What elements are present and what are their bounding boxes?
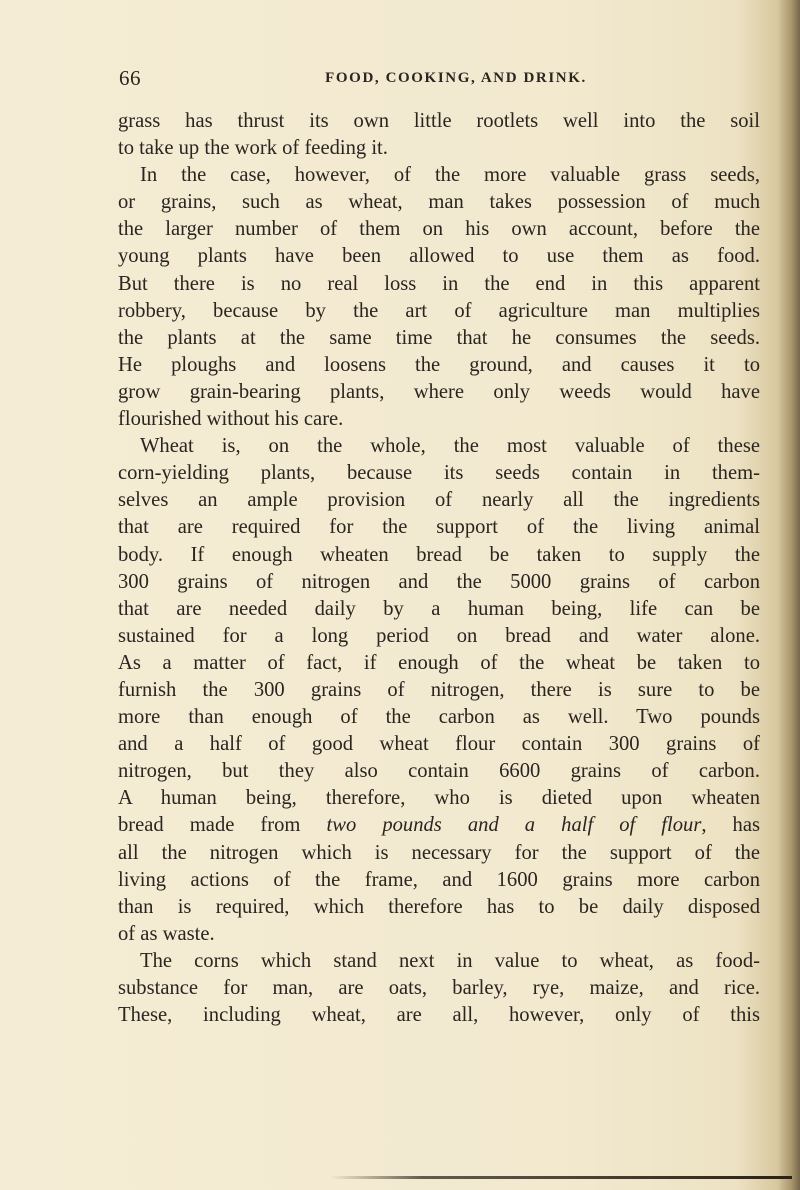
text-line: that are required for the support of the living animal	[118, 516, 760, 539]
text-line: body. If enough wheaten bread be taken to supply the	[118, 543, 760, 566]
page-header	[119, 66, 759, 94]
text-line-mixed	[118, 812, 760, 839]
text-line: 300 grains of nitrogen and the 5000 grains of carbon	[118, 570, 760, 593]
text-run: bread made from	[118, 814, 327, 837]
text-line: to take up the work of feeding it.	[118, 137, 388, 160]
text-line: He ploughs and loosens the ground, and causes it to	[118, 353, 760, 376]
text-line: of as waste.	[118, 922, 215, 945]
page-edge-shadow	[778, 0, 800, 1190]
text-line: young plants have been allowed to use them as food.	[118, 245, 760, 268]
text-line: As a matter of fact, if enough of the wheat be taken to	[118, 651, 760, 674]
paragraph	[118, 162, 760, 433]
text-line: The corns which stand next in value to wheat, as food-	[140, 949, 760, 972]
text-line: the larger number of them on his own account, before the	[118, 218, 760, 241]
paragraph	[118, 433, 760, 948]
text-run: , has	[701, 814, 761, 837]
italic-phrase: two pounds and a half of flour	[326, 814, 702, 837]
bottom-edge-rule	[330, 1176, 792, 1179]
paragraph-continuation	[118, 108, 760, 162]
text-line: A human being, therefore, who is dieted upon wheaten	[118, 787, 760, 810]
text-line: In the case, however, of the more valuable grass seeds,	[140, 164, 760, 187]
text-line: But there is no real loss in the end in this apparent	[118, 272, 760, 295]
text-line: than is required, which therefore has to be daily disposed	[118, 895, 760, 918]
text-line: These, including wheat, are all, however, only of this	[118, 1004, 760, 1027]
running-head: FOOD, COOKING, AND DRINK.	[325, 70, 587, 86]
text-line: sustained for a long period on bread and water alone.	[118, 624, 760, 647]
text-line: or grains, such as wheat, man takes possession of much	[118, 191, 760, 214]
text-line: and a half of good wheat flour contain 300 grains of	[118, 733, 760, 756]
text-line: corn-yielding plants, because its seeds contain in them-	[118, 462, 760, 485]
text-line: robbery, because by the art of agriculture man multiplies	[118, 299, 760, 322]
text-line: living actions of the frame, and 1600 grains more carbon	[118, 868, 760, 891]
paragraph	[118, 948, 760, 1029]
text-line: more than enough of the carbon as well. Two pounds	[118, 706, 760, 729]
body-text	[118, 108, 760, 1029]
text-line: nitrogen, but they also contain 6600 grains of carbon.	[118, 760, 760, 783]
text-line: grow grain-bearing plants, where only weeds would have	[118, 380, 760, 403]
text-line: all the nitrogen which is necessary for the support of the	[118, 841, 760, 864]
text-line: that are needed daily by a human being, life can be	[118, 597, 760, 620]
text-line: grass has thrust its own little rootlets well into the soil	[118, 110, 760, 132]
text-line: the plants at the same time that he consumes the seeds.	[118, 326, 760, 349]
text-line: selves an ample provision of nearly all the ingredients	[118, 489, 760, 512]
text-line: substance for man, are oats, barley, rye, maize, and rice.	[118, 977, 760, 999]
text-line: flourished without his care.	[118, 408, 344, 431]
text-line: Wheat is, on the whole, the most valuable of these	[140, 435, 760, 458]
page-number: 66	[119, 66, 141, 90]
text-line: furnish the 300 grains of nitrogen, there is sure to be	[118, 678, 760, 701]
